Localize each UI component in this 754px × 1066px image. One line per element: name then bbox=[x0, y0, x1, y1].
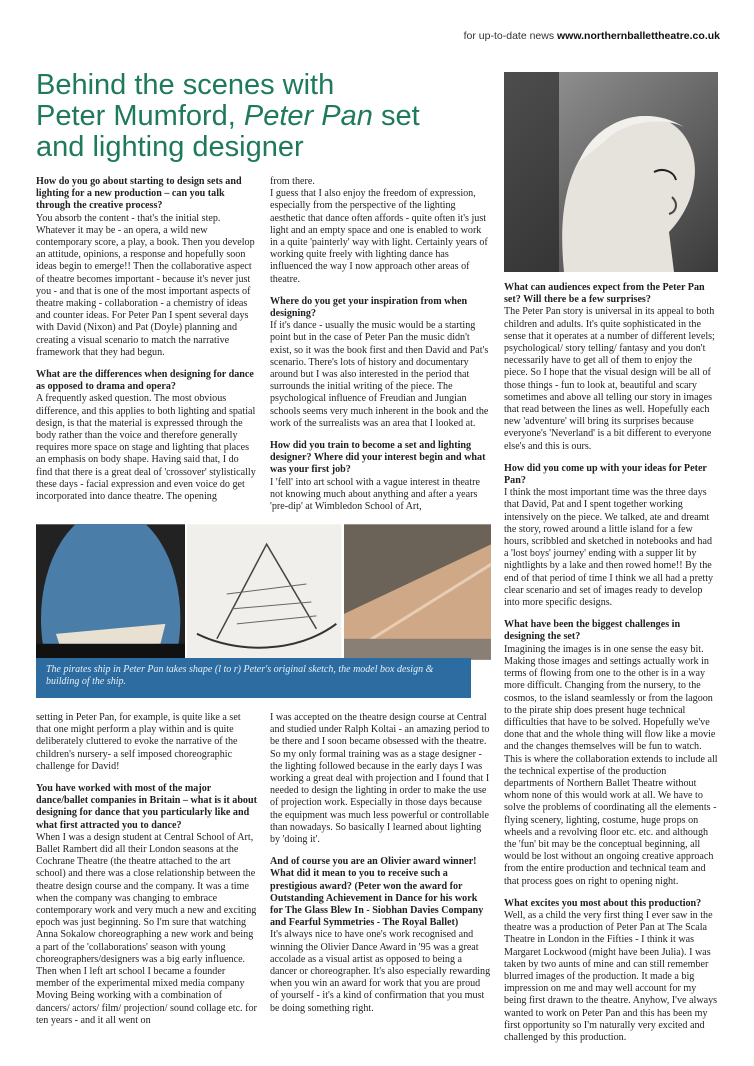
question-text: You have worked with most of the major dance/ballet companies in Britain – what is it about designing for dance that you particularly like and what first attracted you to dance? bbox=[36, 783, 257, 831]
ship-images-banner bbox=[36, 524, 491, 660]
answer-text: I think the most important time was the three days that David, Pat and I spent together working intensively on the piece. We talked, ate and dreamt the story, rowed around a little island for a few hours, scribbled and sketched in notebooks and had a 'lost boys' journey' ending with a supper lit by nightlights by a lake and then rowed home!! By the end of that period of time I think we all had a pretty clear scenario and set of images ready to develop into more specific designs. bbox=[504, 487, 714, 609]
question-text: What excites you most about this production? bbox=[504, 897, 702, 909]
title-line1: Behind the scenes with bbox=[36, 69, 335, 101]
title-line2a: Peter Mumford, bbox=[36, 100, 244, 132]
header-prefix: for up-to-date news bbox=[463, 30, 555, 42]
portrait-photo-svg bbox=[504, 72, 718, 272]
title-line2c: set bbox=[372, 100, 420, 132]
model-box-photo bbox=[187, 524, 341, 660]
article-title bbox=[36, 70, 506, 163]
column-right bbox=[504, 282, 718, 1044]
title-line3: and lighting designer bbox=[36, 131, 304, 163]
image-caption: The pirates ship in Peter Pan takes shape (l to r) Peter's original sketch, the model box design & building of the ship. bbox=[36, 658, 471, 698]
question-text: Where do you get your inspiration from when designing? bbox=[270, 295, 468, 320]
question-text: What can audiences expect from the Peter Pan set? Will there be a few surprises? bbox=[504, 282, 705, 306]
header-bar bbox=[464, 30, 720, 42]
question-text: How did you train to become a set and lighting designer? Where did your interest begin and what was your first job? bbox=[270, 440, 486, 476]
title-line2b: Peter Pan bbox=[243, 100, 373, 132]
answer-text: I 'fell' into art school with a vague interest in theatre not knowing much about anything and after a years 'pre-dip' at Wimbledon School of Art, bbox=[270, 476, 480, 513]
portrait-photo bbox=[504, 72, 718, 272]
question-text: How do you go about starting to design sets and lighting for a new production – can you talk through the creative process? bbox=[36, 176, 242, 212]
header-url[interactable]: www.northernballettheatre.co.uk bbox=[557, 30, 720, 42]
column-upper-middle bbox=[270, 176, 491, 513]
answer-text: Well, as a child the very first thing I ever saw in the theatre was a production of Peter Pan at The Scala Theatre in London in the Fifties - I think it was Margaret Lockwood (might have been Julia). I was taken by two aunts of mine and can still remember blurred images of the production. It made a big impression on me and may well account for my being first drawn to the theatre. Anyhow, I've always wanted to work on Peter Pan and this has been my first opportunity so I'm naturally very excited and challenged by this production. bbox=[504, 909, 718, 1043]
answer-text: from there. bbox=[270, 176, 315, 187]
answer-text: If it's dance - usually the music would be a starting point but in the case of Peter Pan the music didn't exist, so it was the book first and then David and Pat's scenario. There's lots of history and documentary around but I was also interested in the period that surrounds the initial writing of the piece. The psychological influence of Freudian and Jungian schools seems very much inherent in the book and the work of the surrealists was an area that I looked at. bbox=[270, 320, 489, 429]
question-text: And of course you are an Olivier award winner! What did it mean to you to receive such a prestigious award? (Peter won the award for Outstanding Achievement in Dance for his work for The Glass Blew In - Siobhan Davies Company and Fearful Symmetries - The Royal Ballet) bbox=[270, 856, 484, 929]
ship-sketch-photo bbox=[36, 524, 185, 660]
column-lower-middle bbox=[270, 712, 491, 1015]
answer-text: It's always nice to have one's work recognised and winning the Olivier Dance Award in '95 was a great accolade as a visual artist as opposed to being a dancer or choreographer. It's also especially rewarding when you win an award for work that you are proud of yourself - it's a kind of confirmation that you must be doing something right. bbox=[270, 929, 491, 1014]
answer-text: You absorb the content - that's the initial step. Whatever it may be - an opera, a wild new contemporary score, a play, a book. Then you develop an attitude, opinions, a response and hopefully soon ideas begin to emerge!! Then the collaborative aspect of theatre becomes important - because it's never just you - and that is one of the most important aspects of theatre making - collaboration - a chemistry of ideas and counter ideas. For Peter Pan I spent several days with David (Nixon) and Pat (Doyle) planning and creating a visual scenario to match the narrative framework that they had begun. bbox=[36, 212, 255, 358]
answer-text: When I was a design student at Central School of Art, Ballet Rambert did all their London seasons at the Cochrane Theatre (the theatre attached to the art school) and there was a close relationship between the theatre design course and the company. It was a time when the company was changing to embrace contemporary work and very much a new and exciting epoch was just beginning. So I'm sure that watching Anna Sokalow choreographing a new work and being a part of the 'collaborations' season with young choreographers/designers was a big early influence. Then when I left art school I became a founder member of the experimental mixed media company Moving Being working with a combination of dancers/ actors/ film/ projection/ sound collage etc. for ten years - and it all went on bbox=[36, 831, 257, 1026]
answer-text: Imagining the images is in one sense the easy bit. Making those images and settings actually work in terms of flowing from one to the other is in a way more difficult. Changing from the nursery, to the cosmos, to the island seamlessly or from the lagoon to the pirate ship does present huge technical difficulties that have to be solved. Hopefully we've done that and the whole thing will flow like a movie and the changes themselves will be fun to watch. This is where the collaboration extends to include all the technical expertise of the production departments of Northern Ballet Theatre without whom none of this would work at all. We have to solve the problems of coordinating all the elements - flying scenery, lighting, costume, huge props on wheels and a revolving floor etc. etc. and although the 'fun' bit may be the conceptual beginning, all would be lost without an ongoing creative approach from the entire production and technical team and that process goes on right to opening night. bbox=[504, 643, 718, 887]
column-lower-left bbox=[36, 712, 257, 1027]
answer-text: The Peter Pan story is universal in its appeal to both children and adults. It's quite sophisticated in the sense that it operates at a number of different levels; psychological/ story telling/ fantasy and you don't necessarily have to get all of them to enjoy the piece. So I hope that the visual design will be all of those things - fun to look at, beautiful and scary sometimes and above all telling our story in images that read between the lines as well. Hopefully each new 'adventure' will bring its surprises because everyone's 'Neverland' is a bit different to everyone else's and this is ours. bbox=[504, 306, 715, 452]
answer-text: I was accepted on the theatre design course at Central and studied under Ralph Koltai - an amazing period to be there and I soon became obsessed with the theatre. So my only formal training was as a stage designer - the lighting followed because in the early days I was working a great deal with projection and I found that I needed to design the lighting in order to make the use of projection work. Especially in those days because the equipment was much less powerful or controllable than nowadays. So basically I learned about lighting by 'doing it'. bbox=[270, 712, 490, 846]
question-text: How did you come up with your ideas for Peter Pan? bbox=[504, 462, 707, 487]
answer-text: A frequently asked question. The most obvious difference, and this applies to both lighting and spatial design, is that the material is expressed through the body rather than the voice and therefore generally requires more space on stage and lighting that places an emphasis on body shape. Having said that, I do find that there is a great deal of 'crossover' stylistically these days - facial expression and even voice do get incorporated into dance theatre. The opening bbox=[36, 393, 256, 503]
answer-text: setting in Peter Pan, for example, is quite like a set that one might perform a play within and is quite deliberately cluttered to evoke the narrative of the children's nursery- a self imposed choreographic challenge for David! bbox=[36, 712, 241, 772]
question-text: What have been the biggest challenges in designing the set? bbox=[504, 619, 681, 643]
question-text: What are the differences when designing for dance as opposed to drama and opera? bbox=[36, 369, 254, 393]
answer-text: I guess that I also enjoy the freedom of expression, especially from the perspective of the lighting aesthetic that dance often affords - quite often it's just light and an empty space and one is enabled to work in a quite 'painterly' way with light. Certainly years of working quite freely with lighting dance has influenced the way I now approach other areas of theatre. bbox=[270, 188, 488, 285]
column-upper-left bbox=[36, 176, 257, 503]
ship-building-photo bbox=[344, 524, 491, 660]
